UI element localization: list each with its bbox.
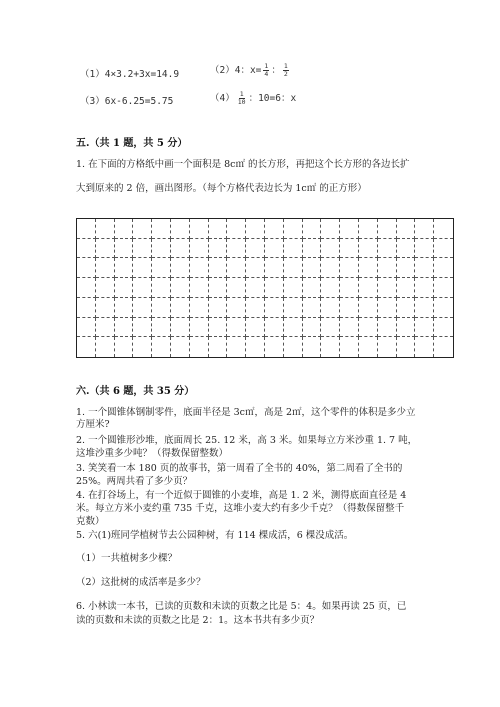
- equation-text: 4×3.2+3x=14.9: [104, 69, 180, 80]
- grid-cell: [246, 278, 265, 298]
- grid-cell: [397, 298, 416, 318]
- section5-heading: 五.（共 1 题，共 5 分）: [76, 138, 188, 149]
- grid-cell: [209, 318, 228, 338]
- grid-cell: [415, 278, 434, 298]
- grid-cell: [227, 318, 246, 338]
- grid-cell: [265, 239, 284, 259]
- equation-label: （1）: [80, 69, 105, 80]
- equation-4: [210, 90, 296, 106]
- grid-cell: [397, 219, 416, 239]
- grid-cell: [227, 219, 246, 239]
- equation-text: 6x-6.25=5.75: [104, 96, 174, 107]
- grid-cell: [303, 239, 322, 259]
- grid-cell: [378, 239, 397, 259]
- grid-cell: [321, 258, 340, 278]
- fraction-denominator: 2: [283, 70, 288, 78]
- section6-heading: 六.（共 6 题，共 35 分）: [76, 386, 195, 397]
- grid-cell: [77, 258, 96, 278]
- fraction-denominator: 10: [237, 98, 246, 106]
- grid-cell: [340, 318, 359, 338]
- grid-cell: [415, 258, 434, 278]
- grid-cell: [133, 298, 152, 318]
- grid-cell: [77, 337, 96, 357]
- fraction-numerator: 1: [283, 62, 288, 70]
- grid-cell: [96, 337, 115, 357]
- grid-cell: [321, 318, 340, 338]
- grid-cell: [115, 298, 134, 318]
- grid-cell: [321, 239, 340, 259]
- grid-cell: [133, 258, 152, 278]
- grid-cell: [152, 318, 171, 338]
- grid-cell: [96, 278, 115, 298]
- section6-question5-sub2: （2）这批树的成活率是多少？: [76, 577, 206, 588]
- grid-cell: [133, 278, 152, 298]
- grid-cell: [227, 298, 246, 318]
- equation-text: ：10=6：x: [248, 93, 297, 104]
- grid-cell: [284, 219, 303, 239]
- grid-cell: [397, 239, 416, 259]
- grid-cell: [152, 298, 171, 318]
- grid-cell: [303, 298, 322, 318]
- grid-cell: [415, 337, 434, 357]
- grid-cell: [190, 337, 209, 357]
- grid-cell: [190, 258, 209, 278]
- equation-label: （3）: [80, 96, 105, 107]
- grid-cell: [434, 278, 453, 298]
- grid-cell: [415, 219, 434, 239]
- fraction-denominator: 4: [264, 70, 269, 78]
- grid-cell: [321, 298, 340, 318]
- grid-cell: [246, 298, 265, 318]
- grid-cell: [265, 278, 284, 298]
- grid-paper: [76, 218, 454, 358]
- grid-cell: [133, 318, 152, 338]
- section5-question1-line1: 1. 在下面的方格纸中画一个面积是 8c㎡ 的长方形，再把这个长方形的各边长扩: [76, 159, 410, 170]
- grid-cell: [246, 219, 265, 239]
- grid-cell: [227, 337, 246, 357]
- grid-cell: [246, 337, 265, 357]
- grid-cell: [359, 298, 378, 318]
- grid-cell: [284, 318, 303, 338]
- section6-question1-line2: 方厘米?: [76, 419, 110, 430]
- grid-cell: [340, 239, 359, 259]
- grid-cell: [152, 219, 171, 239]
- grid-cell: [397, 258, 416, 278]
- grid-cell: [340, 298, 359, 318]
- equation-1: [80, 66, 179, 80]
- section6-question4-line3: 克数）: [76, 516, 105, 527]
- grid-cell: [284, 278, 303, 298]
- section6-question2-line1: 2. 一个圆锥形沙堆，底面周长 25. 12 米，高 3 米。如果每立方米沙重 1. 7 吨，: [76, 435, 418, 446]
- section6-question3-line2: 25%。两周共看了多少页？: [76, 476, 193, 487]
- grid-cell: [227, 278, 246, 298]
- grid-cell: [265, 258, 284, 278]
- grid-cell: [77, 278, 96, 298]
- grid-cell: [96, 298, 115, 318]
- grid-cell: [152, 278, 171, 298]
- grid-cell: [133, 219, 152, 239]
- grid-cell: [265, 318, 284, 338]
- equation-text: 4：x=: [234, 65, 262, 76]
- grid-cell: [171, 318, 190, 338]
- grid-cell: [359, 318, 378, 338]
- grid-cell: [171, 239, 190, 259]
- section6-question4-line1: 4. 在打谷场上，有一个近似于圆锥的小麦堆，高是 1. 2 米，测得底面直径是 4: [76, 490, 407, 501]
- section6-question5-sub1: （1）一共植树多少棵？: [76, 553, 178, 564]
- grid-cell: [303, 258, 322, 278]
- grid-cell: [321, 337, 340, 357]
- grid-cell: [246, 239, 265, 259]
- grid-cell: [77, 298, 96, 318]
- grid-cell: [378, 337, 397, 357]
- grid-cell: [284, 337, 303, 357]
- grid-cell: [359, 278, 378, 298]
- grid-cell: [190, 298, 209, 318]
- section6-question5-line1: 5. 六(1)班同学植树节去公园种树，有 114 棵成活，6 棵没成活。: [76, 530, 354, 541]
- grid-cell: [171, 337, 190, 357]
- grid-cell: [171, 219, 190, 239]
- grid-cell: [284, 258, 303, 278]
- section6-question6-line1: 6. 小林读一本书，已读的页数和未读的页数之比是 5：4。如果再读 25 页，已: [76, 601, 407, 612]
- grid-cell: [378, 298, 397, 318]
- fraction: [283, 63, 289, 78]
- grid-cell: [303, 337, 322, 357]
- grid-cell: [359, 239, 378, 259]
- grid-cell: [190, 318, 209, 338]
- grid-cell: [340, 337, 359, 357]
- grid-cell: [190, 219, 209, 239]
- grid-cell: [321, 278, 340, 298]
- grid-cell: [378, 278, 397, 298]
- grid-cell: [152, 337, 171, 357]
- grid-cell: [171, 298, 190, 318]
- grid-cell: [434, 219, 453, 239]
- grid-cell: [303, 278, 322, 298]
- grid-cell: [77, 219, 96, 239]
- grid-cell: [209, 298, 228, 318]
- grid-cell: [378, 258, 397, 278]
- section5-question1-line2: 大到原来的 2 倍，画出图形。（每个方格代表边长为 1c㎡ 的正方形）: [76, 183, 367, 194]
- grid-cell: [96, 258, 115, 278]
- equation-label: （4）: [210, 93, 235, 104]
- grid-cell: [171, 278, 190, 298]
- grid-cell: [115, 239, 134, 259]
- grid-cell: [209, 219, 228, 239]
- grid-cell: [115, 337, 134, 357]
- grid-cell: [397, 318, 416, 338]
- grid-cell: [434, 258, 453, 278]
- section6-question1-line1: 1. 一个圆锥体钢制零件，底面半径是 3c㎡，高是 2㎡，这个零件的体积是多少立: [76, 407, 416, 418]
- section6-question4-line2: 米。每立方米小麦约重 735 千克，这堆小麦大约有多少千克？（得数保留整千: [76, 503, 405, 514]
- grid-cell: [340, 219, 359, 239]
- fraction: [237, 91, 247, 106]
- grid-cell: [284, 239, 303, 259]
- grid-cell: [397, 278, 416, 298]
- grid-cell: [77, 239, 96, 259]
- grid-cell: [190, 278, 209, 298]
- grid-cell: [96, 318, 115, 338]
- fraction-numerator: 1: [264, 62, 269, 70]
- grid-cell: [115, 278, 134, 298]
- grid-cell: [133, 239, 152, 259]
- fraction: [263, 63, 269, 78]
- grid-cell: [378, 318, 397, 338]
- grid-cell: [359, 258, 378, 278]
- grid-cell: [96, 219, 115, 239]
- grid-cell: [133, 337, 152, 357]
- grid-cell: [209, 337, 228, 357]
- grid-cell: [397, 337, 416, 357]
- grid-cell: [359, 337, 378, 357]
- section6-question6-line2: 读的页数和未读的页数之比是 2：1。这本书共有多少页？: [76, 615, 320, 626]
- grid-cell: [340, 278, 359, 298]
- grid-cell: [321, 219, 340, 239]
- section6-question3-line1: 3. 笑笑看一本 180 页的故事书，第一周看了全书的 40%，第二周看了全书的: [76, 463, 403, 474]
- grid-cell: [115, 318, 134, 338]
- grid-cell: [246, 318, 265, 338]
- grid-cell: [209, 239, 228, 259]
- grid-cell: [434, 318, 453, 338]
- grid-cell: [434, 337, 453, 357]
- grid-cell: [359, 219, 378, 239]
- grid-cell: [190, 239, 209, 259]
- grid-cell: [152, 239, 171, 259]
- grid-cell: [434, 298, 453, 318]
- grid-cell: [209, 258, 228, 278]
- grid-cell: [246, 258, 265, 278]
- grid-cell: [415, 318, 434, 338]
- grid-cell: [340, 258, 359, 278]
- grid-cell: [415, 298, 434, 318]
- grid-cell: [152, 258, 171, 278]
- grid-cell: [415, 239, 434, 259]
- grid-cell: [265, 337, 284, 357]
- grid-cell: [434, 239, 453, 259]
- fraction-numerator: 1: [239, 90, 244, 98]
- equation-label: （2）: [210, 65, 235, 76]
- section6-question2-line2: 这堆沙重多少吨？（得数保留整数）: [76, 448, 229, 459]
- grid-cell: [265, 298, 284, 318]
- grid-cell: [227, 258, 246, 278]
- equation-text: ：: [271, 65, 281, 76]
- equation-2: [210, 62, 291, 78]
- grid-cell: [378, 219, 397, 239]
- grid-cell: [96, 239, 115, 259]
- grid-cell: [265, 219, 284, 239]
- grid-cell: [227, 239, 246, 259]
- grid-cell: [303, 219, 322, 239]
- equation-3: [80, 93, 173, 107]
- grid-cell: [171, 258, 190, 278]
- grid-cell: [77, 318, 96, 338]
- grid-cell: [115, 258, 134, 278]
- grid-cell: [209, 278, 228, 298]
- grid-cell: [284, 298, 303, 318]
- grid-cell: [115, 219, 134, 239]
- grid-cell: [303, 318, 322, 338]
